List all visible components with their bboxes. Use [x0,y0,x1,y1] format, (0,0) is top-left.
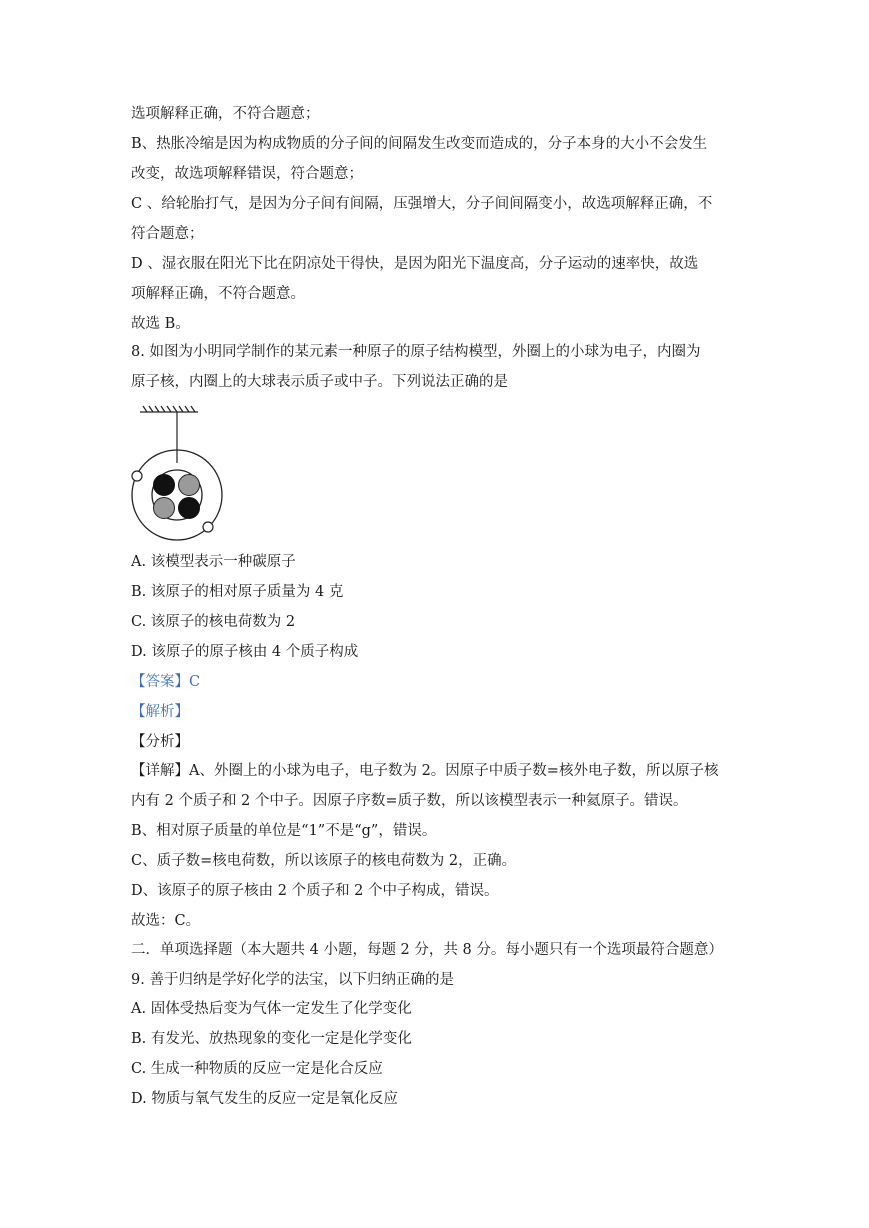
question-8-stem: 原子核，内圈上的大球表示质子或中子。下列说法正确的是 [131,374,508,390]
text-line: D 、湿衣服在阳光下比在阴凉处干得快，是因为阳光下温度高，分子运动的速率快，故选 [131,256,699,272]
detail-explanation: 【详解】A、外圈上的小球为电子，电子数为 2。因原子中质子数=核外电子数，所以原子核 [131,763,719,779]
atom-model-diagram [126,402,230,548]
proton-ball [179,498,200,519]
text-line: 改变，故选项解释错误，符合题意； [131,166,363,182]
proton-ball [154,475,175,496]
option-c: C. 生成一种物质的反应一定是化合反应 [131,1061,383,1077]
ceiling-hatch [140,406,198,463]
text-line: C 、给轮胎打气，是因为分子间有间隔，压强增大，分子间间隔变小，故选项解释正确，不 [131,196,713,212]
neutron-ball [154,498,175,519]
text-line: 符合题意； [131,226,204,242]
option-d: D. 物质与氧气发生的反应一定是氧化反应 [131,1091,398,1107]
analysis-sub-label: 【分析】 [131,734,189,750]
section-heading: 二．单项选择题（本大题共 4 小题，每题 2 分，共 8 分。每小题只有一个选项最符合题意） [131,942,723,958]
text-line: B、热胀冷缩是因为构成物质的分子间的间隔发生改变而造成的，分子本身的大小不会发生 [131,136,708,152]
text-line: C、质子数=核电荷数，所以该原子的核电荷数为 2，正确。 [131,853,517,869]
text-line: B、相对原子质量的单位是“1”不是“g”，错误。 [131,823,437,839]
answer-label: 【答案】C [131,674,201,690]
analysis-label: 【解析】 [131,704,189,720]
text-line: 项解释正确，不符合题意。 [131,286,305,302]
detail-explanation: 内有 2 个质子和 2 个中子。因原子序数=质子数，所以该模型表示一种氦原子。错误。 [131,793,688,809]
electron-ball [203,522,213,532]
option-b: B. 有发光、放热现象的变化一定是化学变化 [131,1031,412,1047]
question-8-stem: 8. 如图为小明同学制作的某元素一种原子的原子结构模型，外圈上的小球为电子，内圈为 [131,344,701,360]
text-line: 故选：C。 [131,913,201,929]
electron-ball [132,471,142,481]
question-9-stem: 9. 善于归纳是学好化学的法宝，以下归纳正确的是 [131,972,454,988]
option-b: B. 该原子的相对原子质量为 4 克 [131,584,344,600]
option-a: A. 固体受热后变为气体一定发生了化学变化 [131,1001,412,1017]
option-a: A. 该模型表示一种碳原子 [131,554,296,570]
neutron-ball [179,475,200,496]
text-line: 故选 B。 [131,316,190,332]
option-c: C. 该原子的核电荷数为 2 [131,614,296,630]
text-line: 选项解释正确，不符合题意； [131,106,320,122]
text-line: D、该原子的原子核由 2 个质子和 2 个中子构成，错误。 [131,883,499,899]
option-d: D. 该原子的原子核由 4 个质子构成 [131,644,359,660]
